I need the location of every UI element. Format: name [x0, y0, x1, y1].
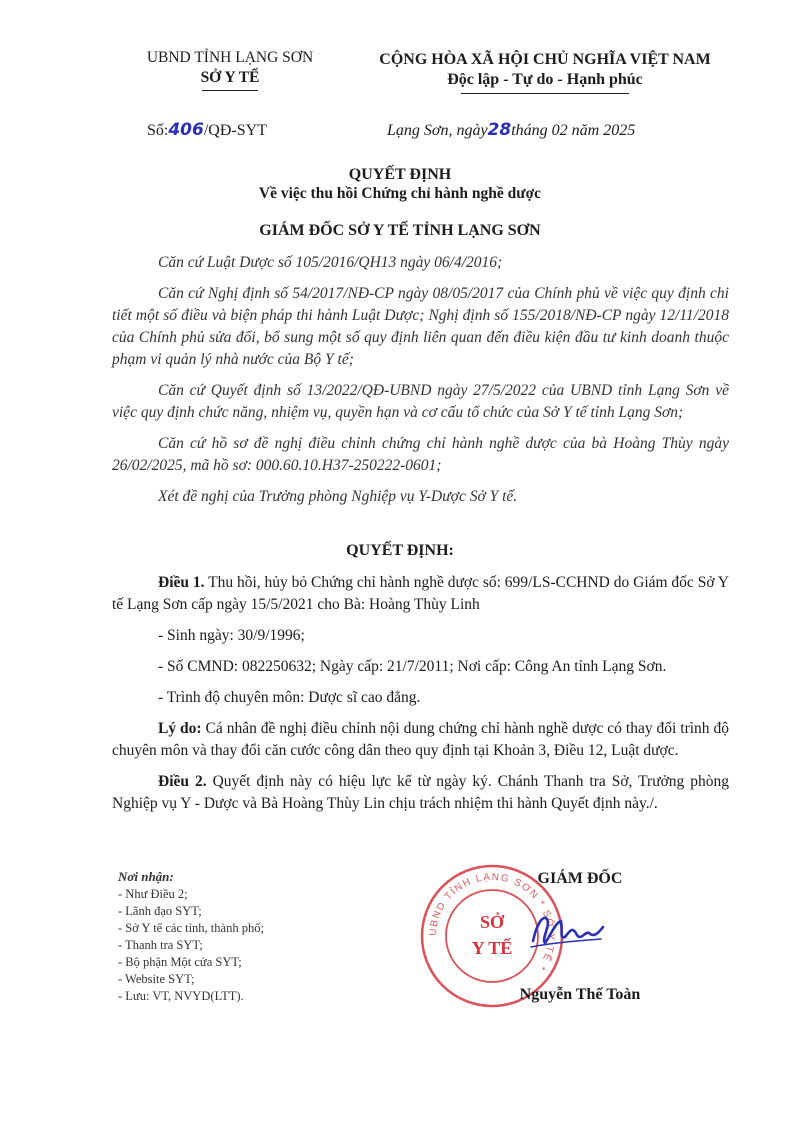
basis-item: Căn cứ Nghị định số 54/2017/NĐ-CP ngày 08/05/2017 của Chính phủ về việc quy định chi tiết một số điều và biện pháp thi hành Luật Dược; Nghị định số 155/2018/NĐ-CP ngày 12/11/2018 của Chính phủ sửa đổi, bổ sung một số quy định liên quan đến điều kiện đầu tư kinh doanh thuộc phạm vi quản lý nhà nước của Bộ Y tế;	[112, 285, 729, 368]
recipients-list	[118, 868, 348, 1005]
national-motto	[345, 50, 745, 94]
number-suffix: /QĐ-SYT	[203, 122, 267, 139]
seal-center-text-2: Y TẾ	[471, 938, 513, 958]
recipient-item: - Website SYT;	[118, 972, 195, 986]
document-number	[147, 120, 267, 140]
agency-parent: UBND TỈNH LẠNG SƠN	[146, 49, 314, 66]
place-date-prefix: Lạng Sơn, ngày	[387, 122, 488, 139]
document-subject: Về việc thu hồi Chứng chỉ hành nghề dược	[258, 185, 542, 202]
basis-item: Xét đề nghị của Trưởng phòng Nghiệp vụ Y-Dược Sở Y tế.	[158, 488, 518, 505]
authority-heading: GIÁM ĐỐC SỞ Y TẾ TỈNH LẠNG SƠN	[259, 222, 541, 239]
recipient-item: - Lãnh đạo SYT;	[118, 904, 202, 918]
place-date	[387, 120, 635, 140]
seal-center-text-1: SỞ	[479, 912, 505, 932]
recipient-item: - Lưu: VT, NVYD(LTT).	[118, 989, 244, 1003]
agency-department: SỞ Y TẾ	[200, 69, 260, 86]
seal-inner-ring	[446, 890, 538, 982]
article-1-id: - Số CMND: 082250632; Ngày cấp: 21/7/2011; Nơi cấp: Công An tỉnh Lạng Sơn.	[158, 658, 667, 675]
article-1-text: Thu hồi, hủy bỏ Chứng chỉ hành nghề dược số: 699/LS-CCHND do Giám đốc Sở Y tế Lạng Sơn cấp ngày 15/5/2021 cho Bà: Hoàng Thùy Linh	[112, 574, 730, 613]
handwritten-signature	[527, 905, 607, 955]
seal-ring-text: UBND TỈNH LẠNG SƠN * SỞ Y TẾ *	[427, 871, 557, 974]
decision-heading: QUYẾT ĐỊNH:	[346, 542, 454, 559]
recipient-item: - Như Điều 2;	[118, 887, 188, 901]
basis-item: Căn cứ hồ sơ đề nghị điều chỉnh chứng chỉ hành nghề dược của bà Hoàng Thùy ngày 26/02/2025, mã hồ sơ: 000.60.10.H37-250222-0601;	[112, 435, 729, 474]
motto-underline	[461, 93, 629, 94]
issuing-agency	[120, 48, 340, 91]
recipients-heading: Nơi nhận:	[118, 869, 174, 884]
article-1-level: - Trình độ chuyên môn: Dược sĩ cao đẳng.	[158, 689, 421, 706]
number-prefix: Số:	[147, 122, 169, 139]
agency-underline	[202, 90, 258, 91]
article-1-birth: - Sinh ngày: 30/9/1996;	[158, 627, 305, 644]
signer-name: Nguyễn Thế Toàn	[519, 986, 641, 1003]
legal-basis	[112, 252, 729, 517]
nation-motto: Độc lập - Tự do - Hạnh phúc	[447, 71, 643, 88]
reason-text: Cá nhân đề nghị điều chỉnh nội dung chứng chỉ hành nghề dược có thay đổi trình độ chuyên môn và thay đổi căn cước công dân theo quy định tại Khoản 3, Điều 12, Luật dược.	[112, 720, 730, 759]
basis-item: Căn cứ Luật Dược số 105/2016/QH13 ngày 06/4/2016;	[158, 254, 503, 271]
nation-name: CỘNG HÒA XÃ HỘI CHỦ NGHĨA VIỆT NAM	[379, 51, 711, 68]
day-handwritten: 28	[487, 120, 512, 140]
article-2	[112, 771, 729, 815]
article-1-reason	[112, 718, 729, 762]
article-2-label: Điều 2.	[158, 773, 207, 790]
article-1-label: Điều 1.	[158, 574, 205, 591]
article-2-text: Quyết định này có hiệu lực kể từ ngày ký. Chánh Thanh tra Sở, Trưởng phòng Nghiệp vụ Y - Dược và Bà Hoàng Thùy Lin chịu trách nhiệm thi hành Quyết định này./.	[112, 773, 730, 812]
place-date-suffix: tháng 02 năm 2025	[511, 122, 636, 139]
articles	[112, 572, 729, 824]
number-handwritten: 406	[168, 120, 204, 140]
reason-label: Lý do:	[158, 720, 202, 737]
recipient-item: - Sở Y tế các tỉnh, thành phố;	[118, 921, 264, 935]
signer-title: GIÁM ĐỐC	[537, 870, 623, 887]
basis-item: Căn cứ Quyết định số 13/2022/QĐ-UBND ngày 27/5/2022 của UBND tỉnh Lạng Sơn về việc quy định chức năng, nhiệm vụ, quyền hạn và cơ cấu tổ chức của Sở Y tế tỉnh Lạng Sơn;	[112, 382, 729, 421]
article-1	[112, 572, 729, 616]
recipient-item: - Thanh tra SYT;	[118, 938, 203, 952]
recipient-item: - Bộ phận Một cửa SYT;	[118, 955, 242, 969]
document-title: QUYẾT ĐỊNH	[348, 166, 452, 183]
